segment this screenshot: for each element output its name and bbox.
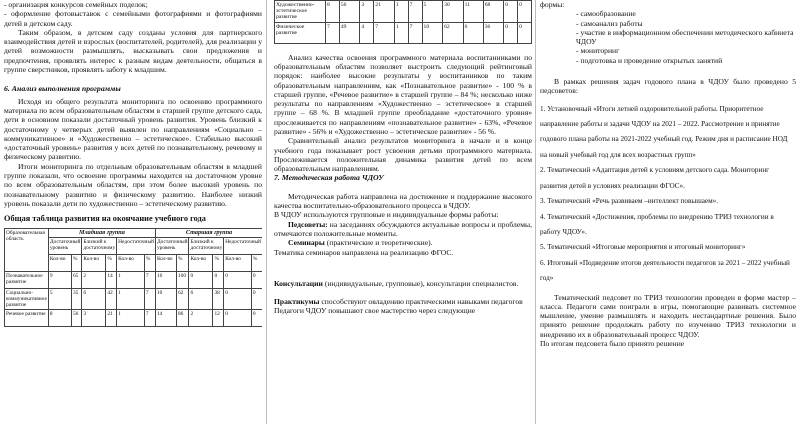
- table-cell: 14: [106, 271, 117, 288]
- percent-header: %: [106, 254, 117, 271]
- table-cell: 10: [155, 288, 176, 310]
- table-cell: 21: [374, 1, 395, 23]
- table-cell: 42: [106, 288, 117, 310]
- table-cell: 0: [251, 271, 262, 288]
- table-cell: 6: [82, 288, 106, 310]
- paragraph-seminars: [274, 238, 532, 247]
- row-label: Социально-коммуникативное развитие: [6, 289, 47, 309]
- forms-list: [540, 9, 796, 65]
- table-row: [275, 22, 532, 43]
- table-cell: 0: [189, 271, 213, 288]
- table-cell: 1: [117, 310, 145, 327]
- table-title: Общая таблица развития на окончание учебного года: [4, 214, 206, 224]
- table-cell: 0: [224, 288, 252, 310]
- councils-label: Педсоветы:: [288, 219, 328, 229]
- table-cell: 12: [213, 310, 224, 327]
- paragraph-councils: [274, 220, 532, 239]
- table-row: [5, 271, 263, 288]
- table-cell: 36: [483, 22, 504, 43]
- table-cell: 56: [71, 310, 81, 327]
- table-cell: 11: [463, 1, 483, 23]
- table-cell: 7: [144, 288, 155, 310]
- paragraph-self-education: Педагоги ЧДОУ повышают свое мастерство через следующие: [274, 306, 476, 316]
- table-row: [5, 310, 263, 327]
- paragraph-quality: Анализ качества освоения программного материала воспитанниками по образовательным областям позволяет выстроить следующий рейтинговый порядок: наиболее высокие результаты у воспитанников по таким образовательным направлениям, как «Познавательное развитие» - 100 % в старшей группе, «Речевое развитие» в старшей группе – 84 %; несколько ниже результаты по направлениям «Художественно – эстетическое» в старшей группе – 68 %. В младшей группе преобладание «достаточного уровня» прослеживается по направлениям «познавательное развитие» - 63%, «Речевое развитие» - 56% и «Художественно – эстетическое развитие» - 56 %.: [274, 52, 532, 136]
- table-cell: 14: [155, 310, 176, 327]
- table-cell: 6: [189, 288, 213, 310]
- count-header: Кол-во: [224, 254, 252, 271]
- paragraph-analysis-senior: Исходя из общего результата мониторинга по освоению программного материала по всем образовательным областям в старшей группе детского сада, дети в основном показали достаточный уровень развития. Уровень близкий к достаточному у четверых детей выявлен по направлениям «Социально – коммуникативное» и «Художественно – эстетическое». Стабильно высокий «достаточный уровень» развития у всех детей по познавательному, речевому и физическому развитию.: [4, 96, 262, 162]
- table-cell: 0: [251, 288, 262, 310]
- table-cell: 3: [360, 1, 374, 23]
- row-label: Познавательное развитие: [5, 271, 49, 288]
- table-cell: 0: [504, 1, 518, 23]
- column-divider: [535, 0, 536, 424]
- level-header: Недостаточный: [224, 237, 262, 254]
- table-cell: 16: [155, 271, 176, 288]
- council-item: 2. Тематический «Адаптация детей к условиям детского сада. Мониторинг развития детей в условиях реализации ФГОС».: [540, 166, 770, 190]
- table-cell: 5: [48, 288, 71, 310]
- level-header: Достаточный уровень: [48, 237, 82, 254]
- list-item: - участие в информационном обеспечении методического кабинета ЧДОУ: [576, 28, 796, 47]
- list-item: - самоанализ работы: [576, 19, 796, 28]
- table-cell: 7: [144, 271, 155, 288]
- table-cell: 3: [82, 310, 106, 327]
- level-header: Недостаточный: [117, 237, 156, 254]
- table-cell: 2: [189, 310, 213, 327]
- development-table: [4, 228, 262, 328]
- section-7-title: 7. Методическая работа ЧДОУ: [274, 173, 384, 183]
- percent-header: %: [176, 254, 189, 271]
- count-header: Кол-во: [82, 254, 106, 271]
- count-header: Кол-во: [117, 254, 145, 271]
- column-left: [4, 0, 262, 424]
- level-header: Близкий к достаточному: [82, 237, 117, 254]
- table-cell: 62: [176, 288, 189, 310]
- table-cell: 6: [463, 22, 483, 43]
- column-right: [540, 0, 796, 424]
- table-cell: 2: [82, 271, 106, 288]
- forms-label: формы:: [540, 0, 565, 9]
- list-item: - подготовка и проведение открытых занятий: [576, 56, 796, 65]
- table-row: [275, 1, 532, 23]
- council-item: 6. Итоговый «Подведение итогов деятельности педагогов за 2021 – 2022 учебный год»: [540, 258, 790, 283]
- table-cell: 0: [251, 310, 262, 327]
- table-row: [5, 288, 263, 310]
- paragraph-plan: В рамках решения задач годового плана в ЧДОУ было проведено 5 педсоветов:: [540, 77, 796, 96]
- column-divider: [266, 0, 267, 424]
- table-cell: 21: [106, 310, 117, 327]
- table-cell: 0: [213, 271, 224, 288]
- council-item: 3. Тематический «Речь развиваем –интеллект повышаем».: [540, 197, 719, 206]
- paragraph-method: Методическая работа направлена на достижение и поддержание высокого качества воспитательно-образовательного процесса в ЧДОУ.: [274, 191, 532, 211]
- table-cell: 0: [504, 22, 518, 43]
- percent-header: %: [251, 254, 262, 271]
- table-cell: 0: [224, 310, 252, 327]
- table-corner: Образовательная область: [5, 228, 49, 271]
- paragraph-intro: Таким образом, в детском саду созданы условия для партнерского взаимодействия детей и взрослых (воспитателей, родителей), для реализации у детей возможности размышлять, высказывать свои предложения и предпочтения, проявлять интерес к разным видам деятельности, общаться в группе сверстников, проявлять заботу к младшим.: [4, 27, 262, 75]
- table-cell: 49: [339, 22, 360, 43]
- table-cell: 4: [360, 22, 374, 43]
- percent-header: %: [213, 254, 224, 271]
- level-header: Близкий к достаточному: [189, 237, 224, 254]
- practicum-label: Практикумы: [274, 297, 320, 307]
- table-cell: 7: [408, 1, 422, 23]
- councils-text: на заседаниях обсуждаются актуальные вопросы и проблемы, отмечаются положительные моменты.: [274, 219, 532, 238]
- table-cell: 1: [117, 271, 145, 288]
- table-cell: 0: [224, 271, 252, 288]
- bullet-contests: - организация конкурсов семейных поделок;: [4, 0, 148, 9]
- paragraph-comparison: Сравнительный анализ результатов мониторинга в начале и в конце учебного года показывает рост усвоения детьми программного материала. Прослеживается положительная динамика развития детей по всем образовательным направлениям.: [274, 136, 532, 174]
- table-cell: 62: [443, 22, 464, 43]
- table-cell: 1: [394, 22, 408, 43]
- table-cell: 1: [394, 1, 408, 23]
- council-item: 1. Установочный «Итоги летней оздоровительной работы. Приоритетное направление работы и задачи ЧДОУ на 2021 – 2022. Рассмотрение и принятие годового плана работы на 2021-2022 учебный год. Режим дня и расписание НОД на новый учебный год для всех возрастных групп»: [540, 104, 788, 159]
- table-cell: 35: [71, 288, 81, 310]
- list-item: - мониторинг: [576, 46, 796, 55]
- development-table-continued: [274, 0, 532, 44]
- table-cell: 1: [117, 288, 145, 310]
- count-header: Кол-во: [189, 254, 213, 271]
- row-label: Физическое развитие: [275, 22, 326, 43]
- seminars-theme: Тематика семинаров направлена на реализацию ФГОС.: [274, 247, 454, 257]
- bullet-photo-exhibitions: - оформление фотовыставок с семейными фотографиями и фотографиями детей в детском саду.: [4, 9, 262, 28]
- percent-header: %: [71, 254, 81, 271]
- table-cell: 10: [422, 22, 443, 43]
- seminars-text: (практические и теоретические).: [324, 238, 433, 248]
- percent-header: %: [144, 254, 155, 271]
- count-header: Кол-во: [155, 254, 176, 271]
- table-cell: 56: [339, 1, 360, 23]
- list-item: - самообразование: [576, 9, 796, 18]
- group-senior-header: Старшая группа: [155, 228, 262, 237]
- table-cell: 0: [518, 22, 532, 43]
- level-header: Достаточный уровень: [155, 237, 189, 254]
- council-item: 4. Тематический «Достижения, проблемы по внедрению ТРИЗ технологии в работу ЧДОУ».: [540, 212, 774, 236]
- count-header: Кол-во: [48, 254, 71, 271]
- paragraph-forms: В ЧДОУ используются групповые и индивидуальные формы работы:: [274, 210, 499, 220]
- table-cell: 8: [326, 1, 340, 23]
- column-middle: [274, 0, 532, 424]
- table-cell: 38: [213, 288, 224, 310]
- council-item: 5. Тематический «Итоговые мероприятия и итоговый мониторинг»: [540, 243, 746, 252]
- seminars-label: Семинары: [288, 238, 325, 248]
- practicum-text: способствуют овладению практическими навыками педагогов: [319, 297, 523, 307]
- table-cell: 5: [422, 1, 443, 23]
- table-cell: 30: [443, 1, 464, 23]
- table-cell: 7: [374, 22, 395, 43]
- consult-label: Консультации: [274, 278, 323, 288]
- group-junior-header: Младшая группа: [48, 228, 155, 237]
- table-cell: 8: [48, 310, 71, 327]
- table-cell: 7: [144, 310, 155, 327]
- paragraph-analysis-junior: Итоги мониторинга по отдельным образовательным областям в младшей группе показали, что освоение программы находится на достаточном уровне по всем образовательным областям, при этом более высокий уровень по познавательному развитию и физическому развитию. Наиболее низкий уровень показали дети по художественно – эстетическому развитию.: [4, 161, 262, 208]
- table-cell: 100: [176, 271, 189, 288]
- section-6-title: 6. Анализ выполнения программы: [4, 84, 121, 94]
- table-cell: 68: [483, 1, 504, 23]
- table-cell: 86: [176, 310, 189, 327]
- table-cell: 65: [71, 271, 81, 288]
- paragraph-practicums: [274, 297, 532, 306]
- paragraph-consultations: [274, 279, 532, 288]
- row-label: Речевое развитие: [5, 310, 49, 327]
- table-cell: 7: [326, 22, 340, 43]
- paragraph-triz: Тематический педсовет по ТРИЗ технологии проведен в форме мастер –класса. Педагоги сами поиграли в игры, помогающие развивать системное мышление, умение размышлять и находить нестандартные решения. Было принято решение продолжать работу по изучению ТРИЗ технологии и внедрению их в образовательный процесс ЧДОУ.: [540, 292, 796, 339]
- table-cell: 9: [48, 271, 71, 288]
- row-label: Художественно-эстетическое развитие: [275, 1, 326, 23]
- paragraph-result: По итогам педсовета было принято решение: [540, 339, 685, 349]
- consult-text: (индивидуальные, групповые), консультации специалистов.: [322, 278, 519, 288]
- table-cell: 0: [518, 1, 532, 23]
- table-cell: 7: [408, 22, 422, 43]
